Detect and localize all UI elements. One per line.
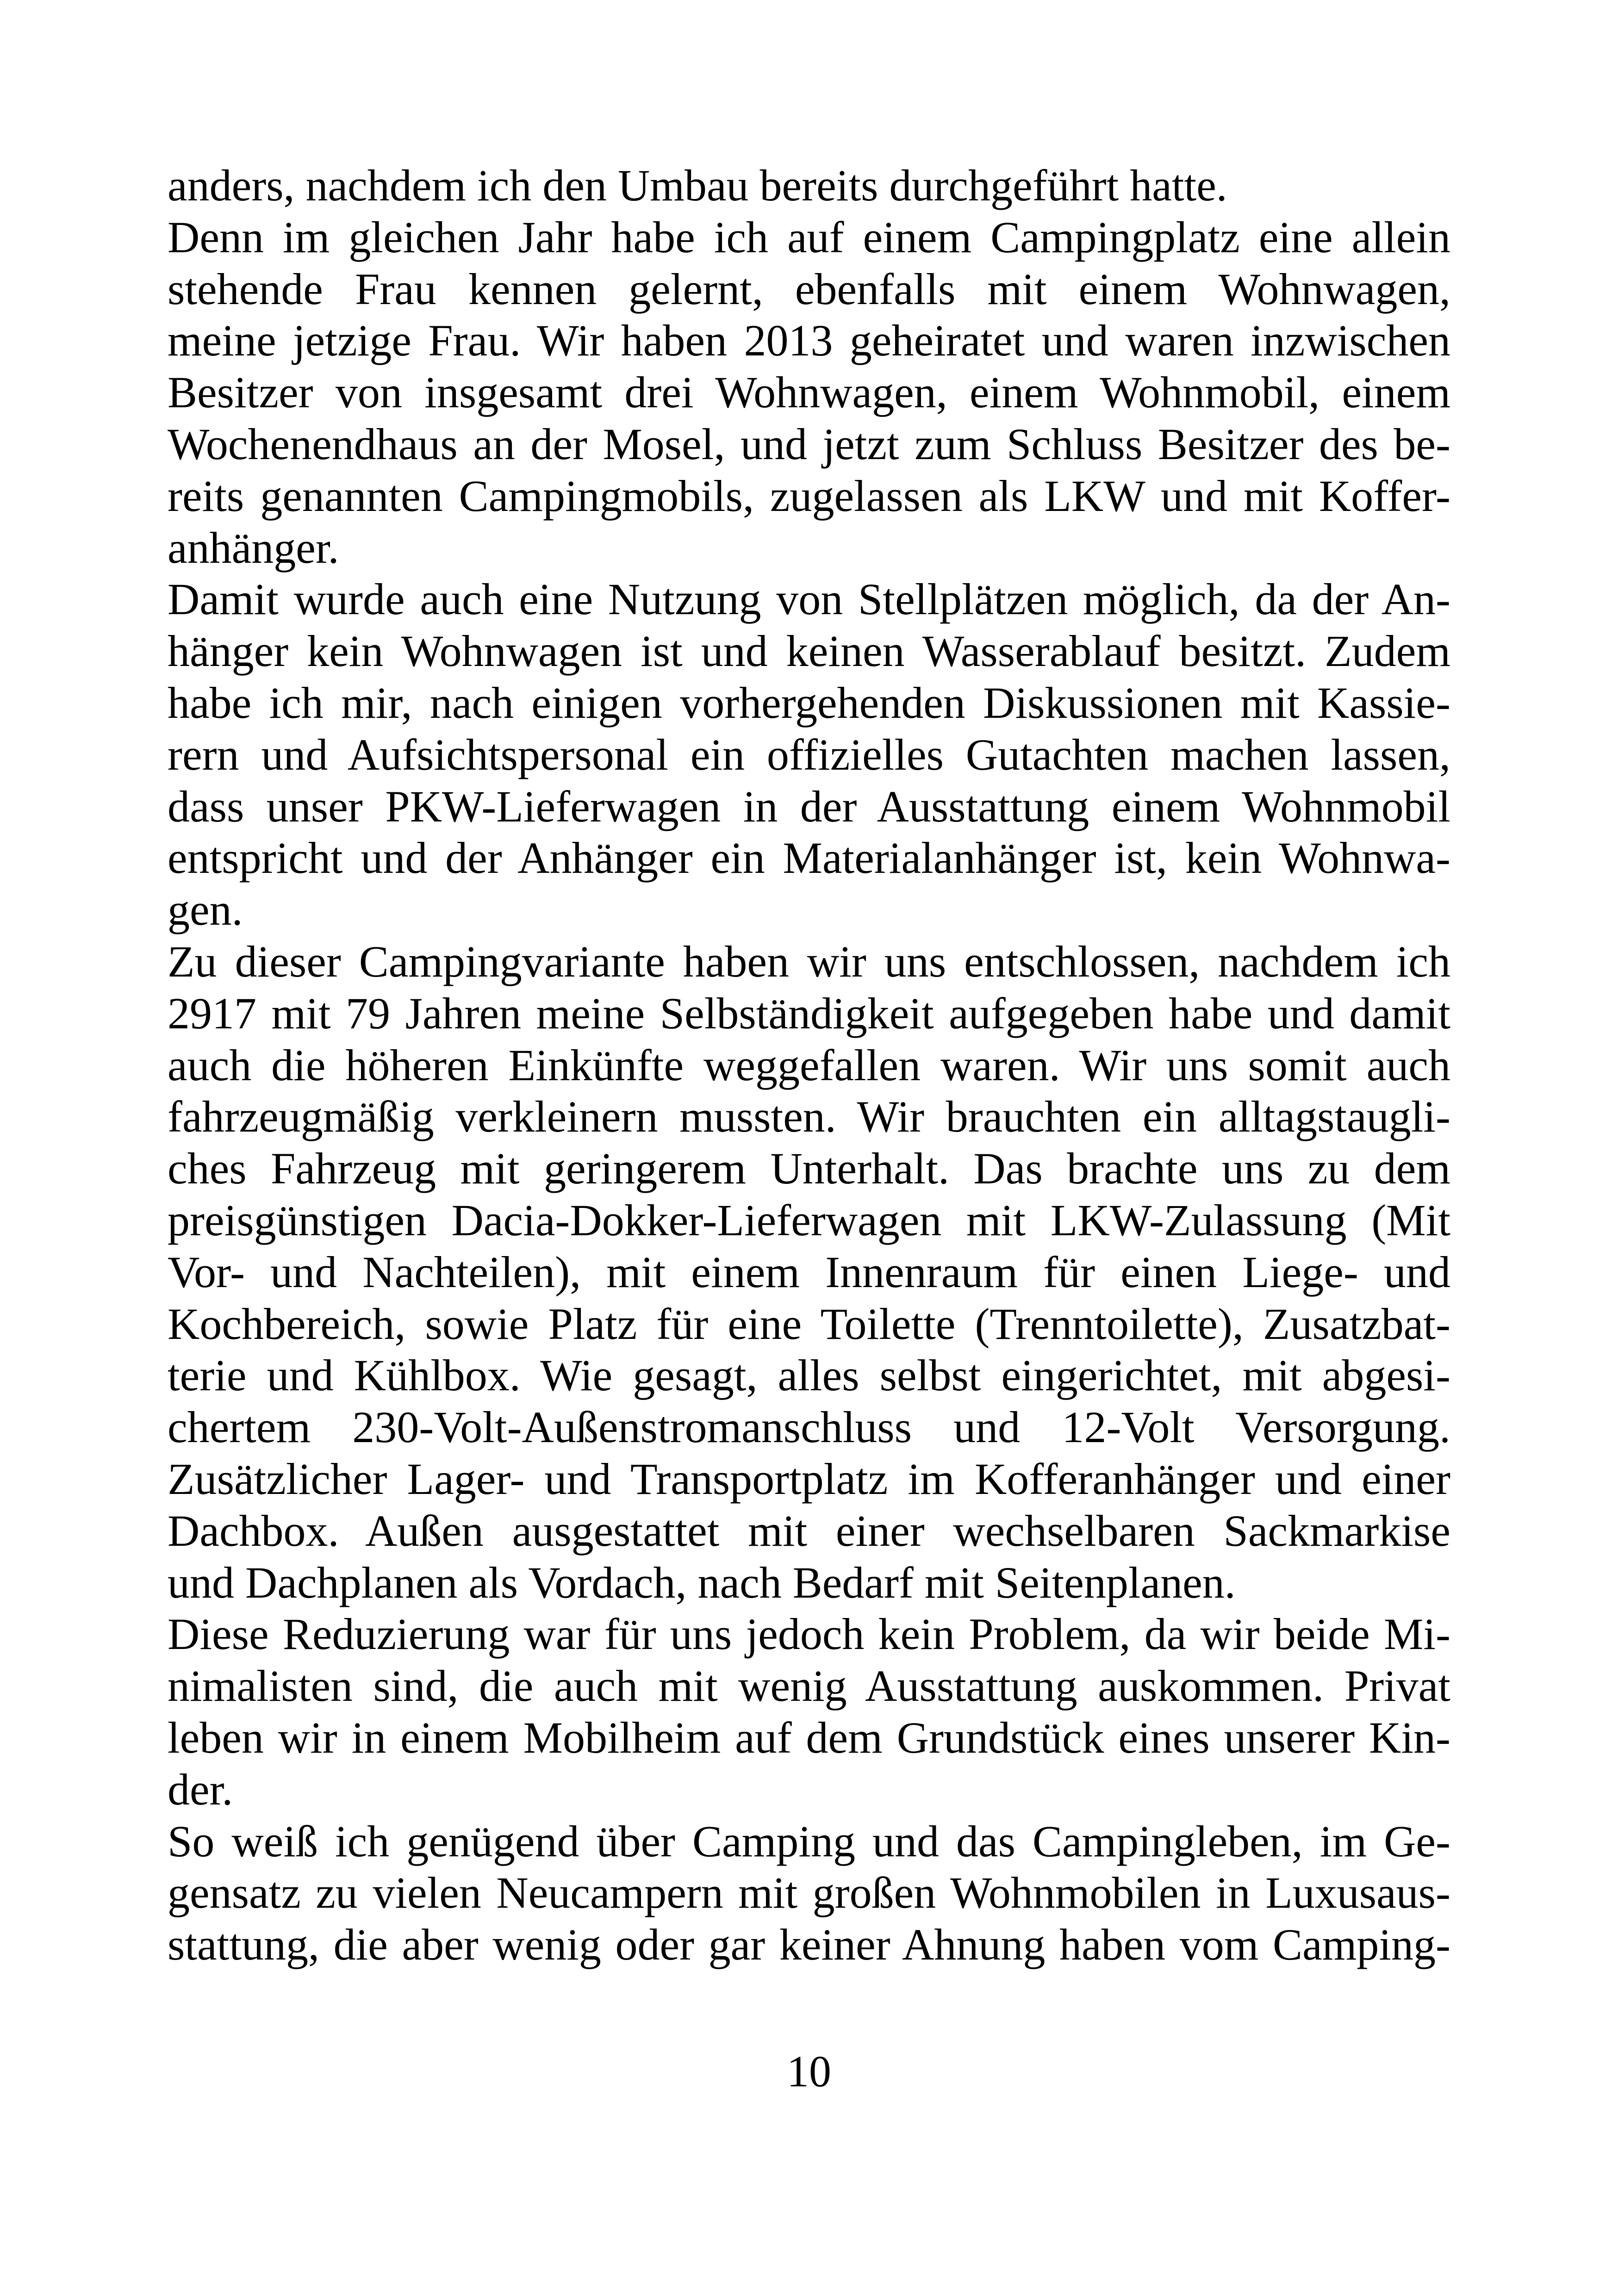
text-line: gen. <box>168 885 243 935</box>
body-text <box>168 160 1450 1971</box>
text-line: leben wir in einem Mobilheim auf dem Grundstück eines unserer Kin- <box>168 1712 1450 1762</box>
text-line: Vor- und Nachteilen), mit einem Innenraum für einen Liege- und <box>168 1247 1450 1297</box>
text-line: der. <box>168 1764 233 1814</box>
text-line: Zu dieser Campingvariante haben wir uns entschlossen, nachdem ich <box>168 936 1450 986</box>
text-line: Dachbox. Außen ausgestattet mit einer wechselbaren Sackmarkise <box>168 1506 1450 1556</box>
text-line: fahrzeugmäßig verkleinern mussten. Wir brauchten ein alltagstaugli- <box>168 1092 1450 1142</box>
page-number: 10 <box>787 2047 831 2096</box>
text-line: habe ich mir, nach einigen vorhergehenden Diskussionen mit Kassie- <box>168 678 1450 728</box>
text-line: anhänger. <box>168 523 339 572</box>
text-line: anders, nachdem ich den Umbau bereits durchgeführt hatte. <box>168 161 1227 210</box>
text-line: Denn im gleichen Jahr habe ich auf einem Campingplatz eine allein <box>168 212 1450 262</box>
text-line: ches Fahrzeug mit geringerem Unterhalt. Das brachte uns zu dem <box>168 1144 1450 1194</box>
text-line: nimalisten sind, die auch mit wenig Ausstattung auskommen. Privat <box>168 1661 1450 1711</box>
text-line: reits genannten Campingmobils, zugelassen als LKW und mit Koffer- <box>168 471 1450 521</box>
text-line: Diese Reduzierung war für uns jedoch kein Problem, da wir beide Mi- <box>168 1609 1450 1659</box>
text-line: Wochenendhaus an der Mosel, und jetzt zum Schluss Besitzer des be- <box>168 419 1450 469</box>
text-line: dass unser PKW-Lieferwagen in der Ausstattung einem Wohnmobil <box>168 781 1450 831</box>
text-line: Kochbereich, sowie Platz für eine Toilette (Trenntoilette), Zusatzbat- <box>168 1299 1450 1349</box>
text-line: 2917 mit 79 Jahren meine Selbständigkeit aufgegeben habe und damit <box>168 988 1450 1038</box>
text-line: rern und Aufsichtspersonal ein offizielles Gutachten machen lassen, <box>168 729 1450 779</box>
text-line: und Dachplanen als Vordach, nach Bedarf mit Seitenplanen. <box>168 1557 1236 1607</box>
text-line: meine jetzige Frau. Wir haben 2013 geheiratet und waren inzwischen <box>168 316 1450 366</box>
text-line: auch die höheren Einkünfte weggefallen waren. Wir uns somit auch <box>168 1040 1450 1090</box>
text-line: Besitzer von insgesamt drei Wohnwagen, einem Wohnmobil, einem <box>168 367 1450 417</box>
text-line: stehende Frau kennen gelernt, ebenfalls mit einem Wohnwagen, <box>168 264 1450 314</box>
text-line: Zusätzlicher Lager- und Transportplatz im Kofferanhänger und einer <box>168 1454 1450 1504</box>
text-line: chertem 230-Volt-Außenstromanschluss und 12-Volt Versorgung. <box>168 1402 1450 1452</box>
text-line: preisgünstigen Dacia-Dokker-Lieferwagen mit LKW-Zulassung (Mit <box>168 1195 1450 1245</box>
text-line: hänger kein Wohnwagen ist und keinen Wasserablauf besitzt. Zudem <box>168 626 1450 676</box>
text-line: Damit wurde auch eine Nutzung von Stellplätzen möglich, da der An- <box>168 574 1450 624</box>
text-line: entspricht und der Anhänger ein Materialanhänger ist, kein Wohnwa- <box>168 833 1450 883</box>
text-line: terie und Kühlbox. Wie gesagt, alles selbst eingerichtet, mit abgesi- <box>168 1350 1450 1400</box>
text-line: stattung, die aber wenig oder gar keiner Ahnung haben vom Camping- <box>168 1920 1450 1970</box>
text-line: So weiß ich genügend über Camping und das Campingleben, im Ge- <box>168 1816 1450 1866</box>
text-line: gensatz zu vielen Neucampern mit großen Wohnmobilen in Luxusaus- <box>168 1868 1450 1918</box>
